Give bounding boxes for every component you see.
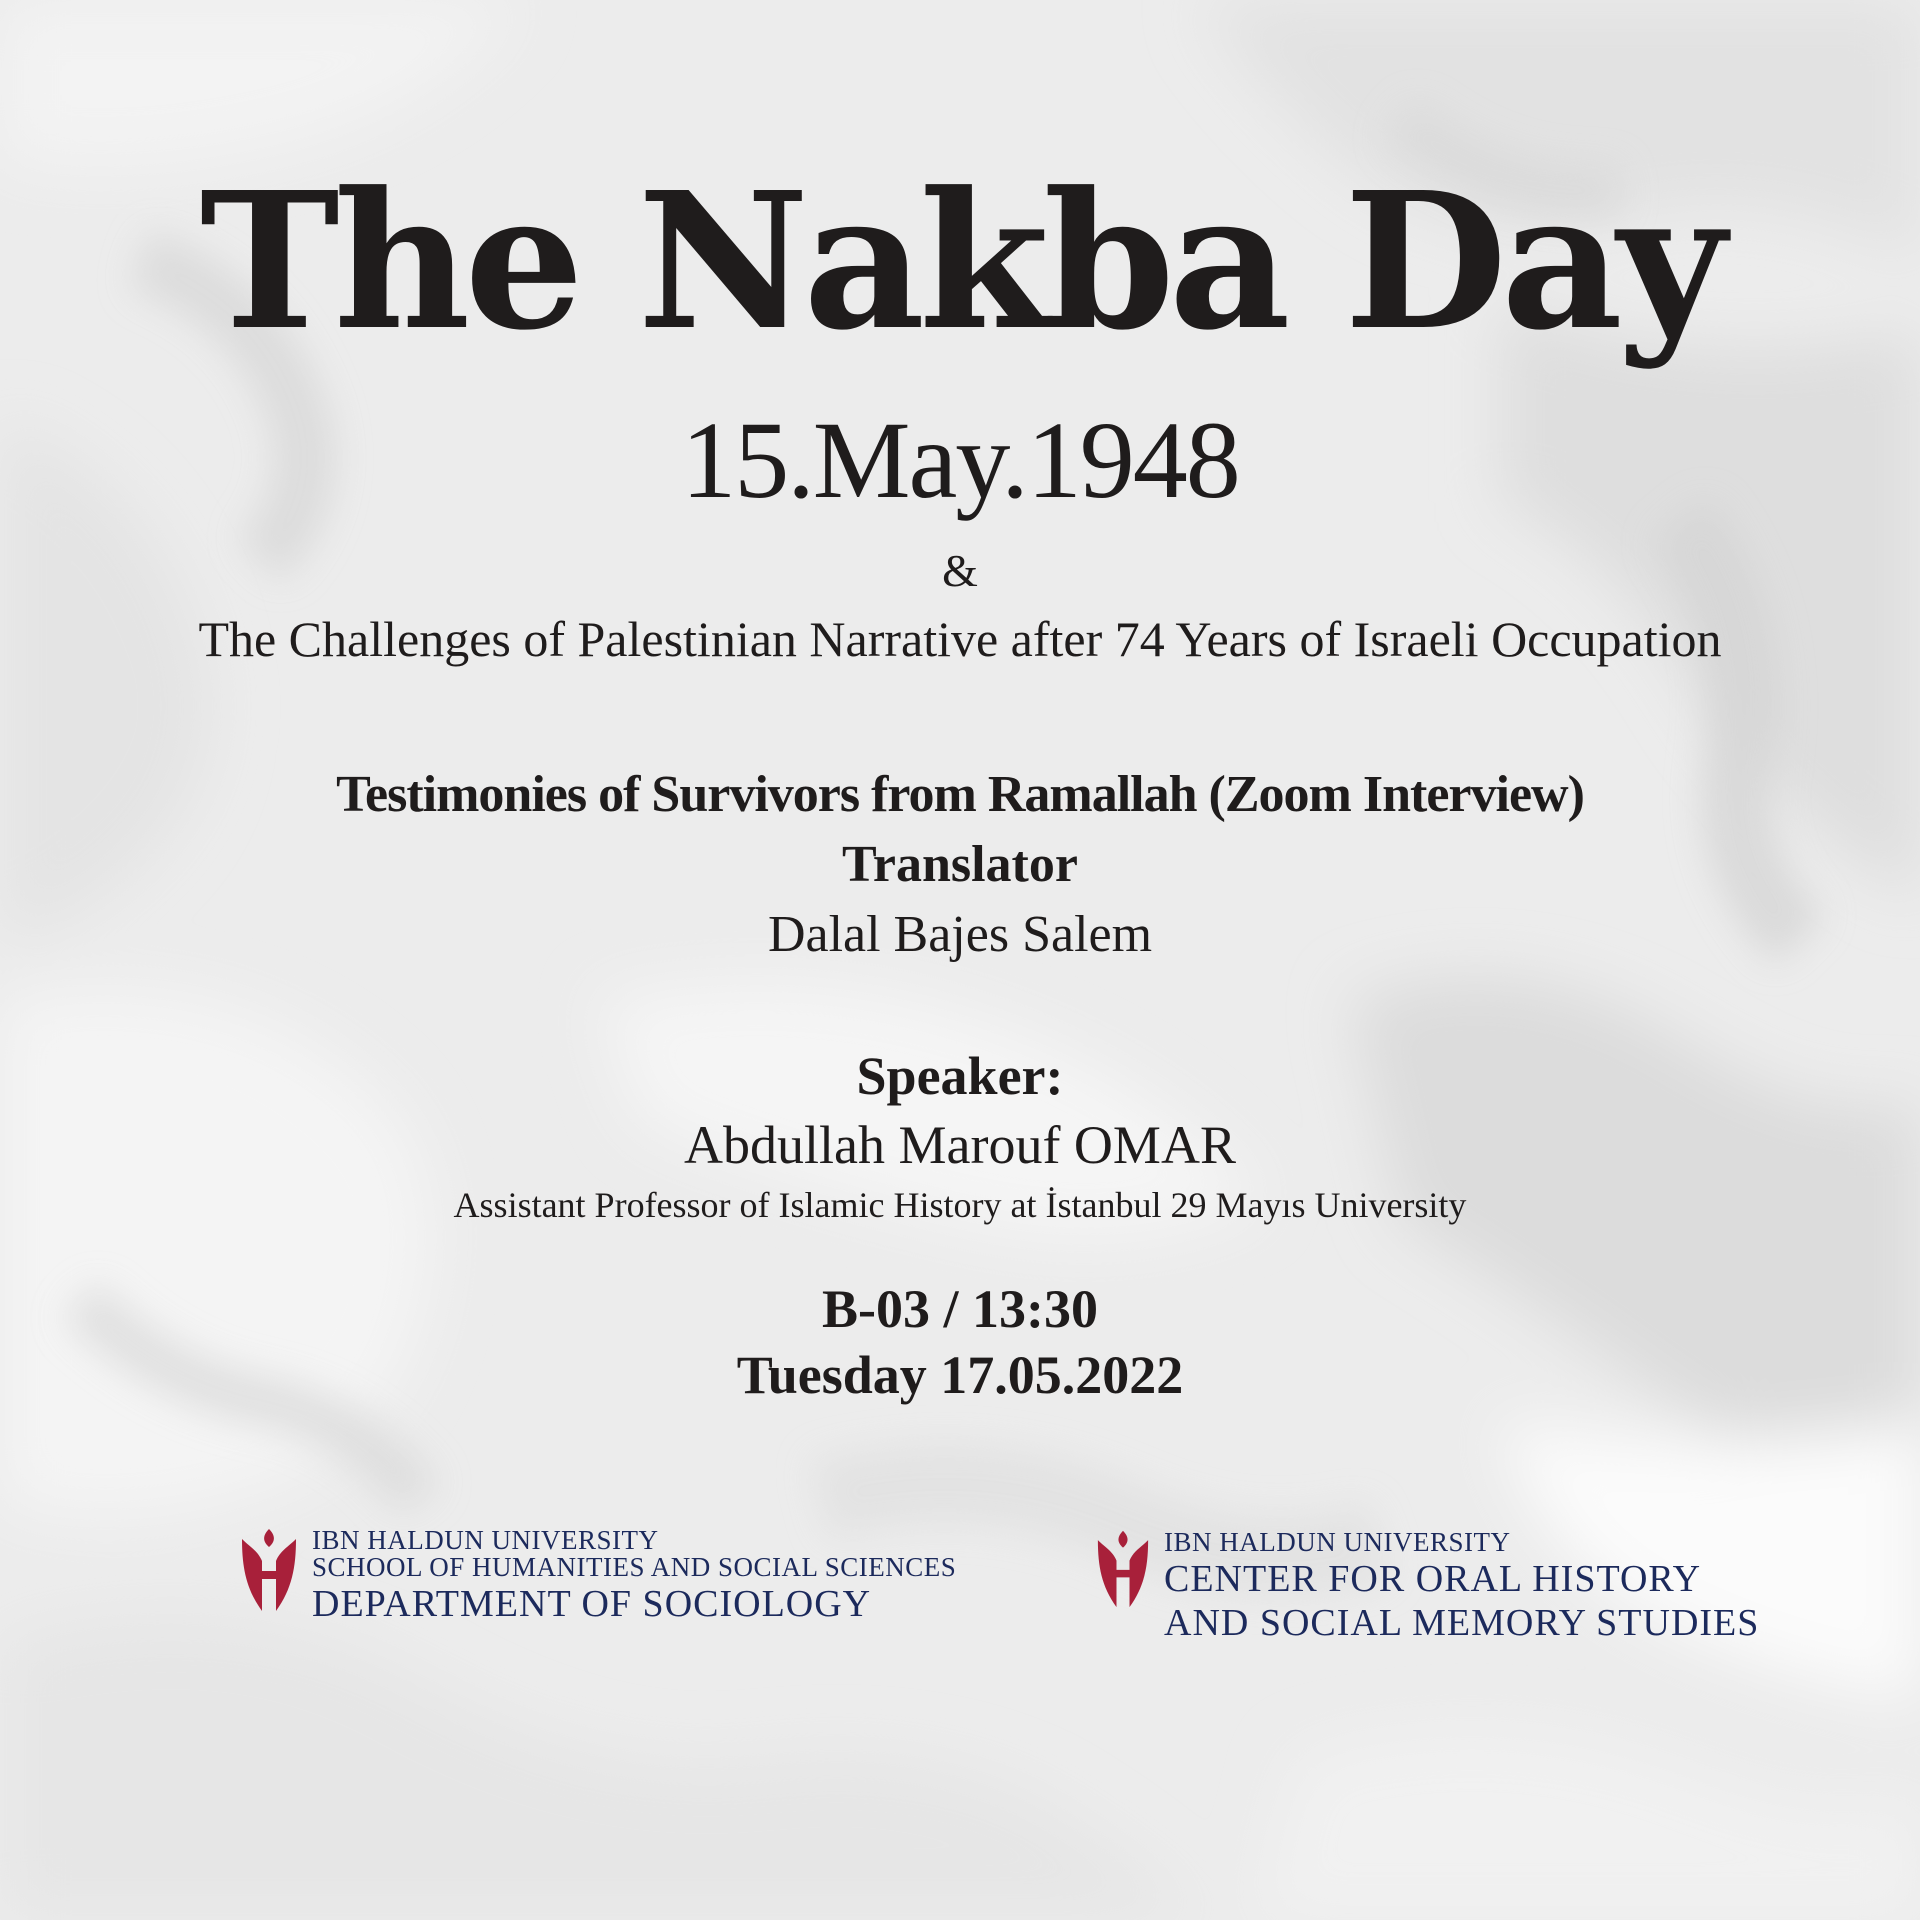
translator-label: Translator [842, 836, 1078, 893]
tulip-logo-icon [240, 1527, 298, 1613]
speaker-label: Speaker: [856, 1046, 1064, 1106]
event-subtitle: The Challenges of Palestinian Narrative after 74 Years of Israeli Occupation [198, 611, 1722, 667]
university-name: IBN HALDUN UNIVERSITY [1164, 1527, 1511, 1557]
university-name: IBN HALDUN UNIVERSITY [312, 1525, 659, 1555]
oral-history-center-logo [1096, 1529, 1759, 1644]
event-title: The Nakba Day [199, 151, 1721, 372]
speaker-name: Abdullah Marouf OMAR [684, 1115, 1236, 1175]
center-name-line1: CENTER FOR ORAL HISTORY [1164, 1558, 1702, 1600]
sociology-department-logo [240, 1527, 956, 1623]
testimonies-heading: Testimonies of Survivors from Ramallah (Zoom Interview) [336, 766, 1584, 823]
tulip-logo-icon [1096, 1529, 1150, 1609]
department-name: DEPARTMENT OF SOCIOLOGY [312, 1583, 872, 1625]
historic-date: 15.May.1948 [681, 399, 1239, 521]
center-name-line2: AND SOCIAL MEMORY STUDIES [1164, 1601, 1760, 1644]
ampersand: & [942, 545, 978, 596]
event-date: Tuesday 17.05.2022 [736, 1345, 1184, 1405]
speaker-title: Assistant Professor of Islamic History at İstanbul 29 Mayıs University [453, 1185, 1467, 1225]
school-name: SCHOOL OF HUMANITIES AND SOCIAL SCIENCES [312, 1552, 957, 1582]
room-time: B-03 / 13:30 [822, 1279, 1098, 1339]
translator-name: Dalal Bajes Salem [767, 906, 1153, 963]
